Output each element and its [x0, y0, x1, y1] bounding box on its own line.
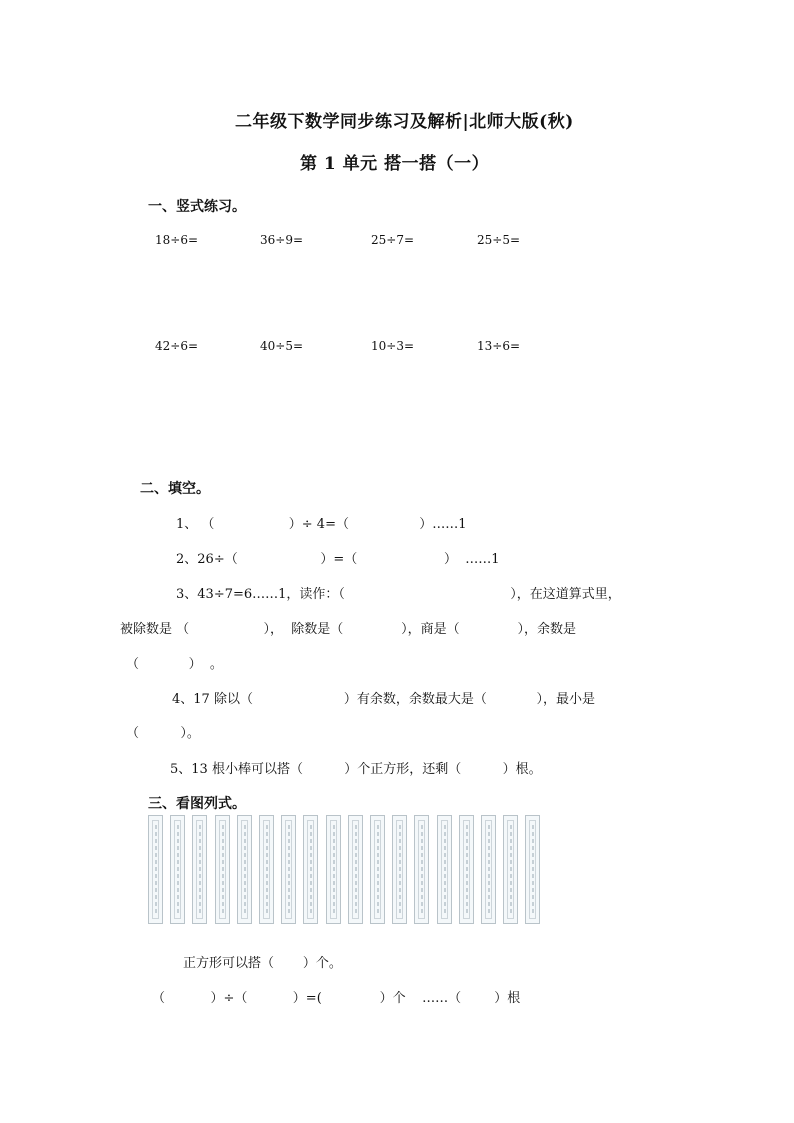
picture-question-line-2: （ ）÷（ ）=( ）个 ……（ ）根 — [152, 991, 521, 1006]
stick-icon — [281, 815, 296, 924]
stick-icon — [370, 815, 385, 924]
equation-item: 40÷5= — [260, 339, 304, 353]
fill-question-3-line-3: （ ） 。 — [126, 657, 223, 672]
fill-question-5: 5、13 根小棒可以搭（ ）个正方形，还剩（ ）根。 — [170, 762, 542, 777]
section-heading-1: 一、竖式练习。 — [148, 199, 246, 215]
fill-question-4-line-2: （ ）。 — [126, 726, 200, 741]
fill-question-3-line-2: 被除数是 （ ）， 除数是（ ），商是（ ），余数是 — [120, 622, 576, 637]
fill-question-3-line-1: 3、43÷7=6……1，读作：（ ），在这道算式里， — [176, 587, 621, 602]
equation-item: 42÷6= — [155, 339, 199, 353]
stick-icon — [170, 815, 185, 924]
stick-icon — [348, 815, 363, 924]
section-heading-2: 二、填空。 — [140, 481, 210, 497]
section-heading-3: 三、看图列式。 — [148, 796, 246, 812]
page-title: 二年级下数学同步练习及解析|北师大版(秋) — [235, 112, 574, 132]
equation-item: 25÷5= — [477, 233, 521, 247]
equation-item: 36÷9= — [260, 233, 304, 247]
stick-icon — [481, 815, 496, 924]
fill-question-1: 1、 （ ）÷ 4=（ ）……1 — [176, 517, 467, 532]
stick-icon — [148, 815, 163, 924]
equation-item: 18÷6= — [155, 233, 199, 247]
stick-icon — [459, 815, 474, 924]
stick-icon — [192, 815, 207, 924]
equation-item: 25÷7= — [371, 233, 415, 247]
stick-icon — [503, 815, 518, 924]
stick-icon — [326, 815, 341, 924]
equation-item: 10÷3= — [371, 339, 415, 353]
stick-icon — [437, 815, 452, 924]
stick-icon — [303, 815, 318, 924]
stick-icon — [215, 815, 230, 924]
stick-icon — [525, 815, 540, 924]
stick-icon — [259, 815, 274, 924]
equation-item: 13÷6= — [477, 339, 521, 353]
page-subtitle: 第 1 单元 搭一搭（一） — [300, 154, 490, 174]
sticks-illustration — [148, 815, 548, 925]
fill-question-2: 2、26÷（ ）=（ ） ……1 — [176, 552, 500, 567]
stick-icon — [237, 815, 252, 924]
stick-icon — [414, 815, 429, 924]
fill-question-4-line-1: 4、17 除以（ ）有余数，余数最大是（ ），最小是 — [172, 692, 595, 707]
stick-icon — [392, 815, 407, 924]
picture-question-line-1: 正方形可以搭（ ）个。 — [183, 956, 342, 971]
